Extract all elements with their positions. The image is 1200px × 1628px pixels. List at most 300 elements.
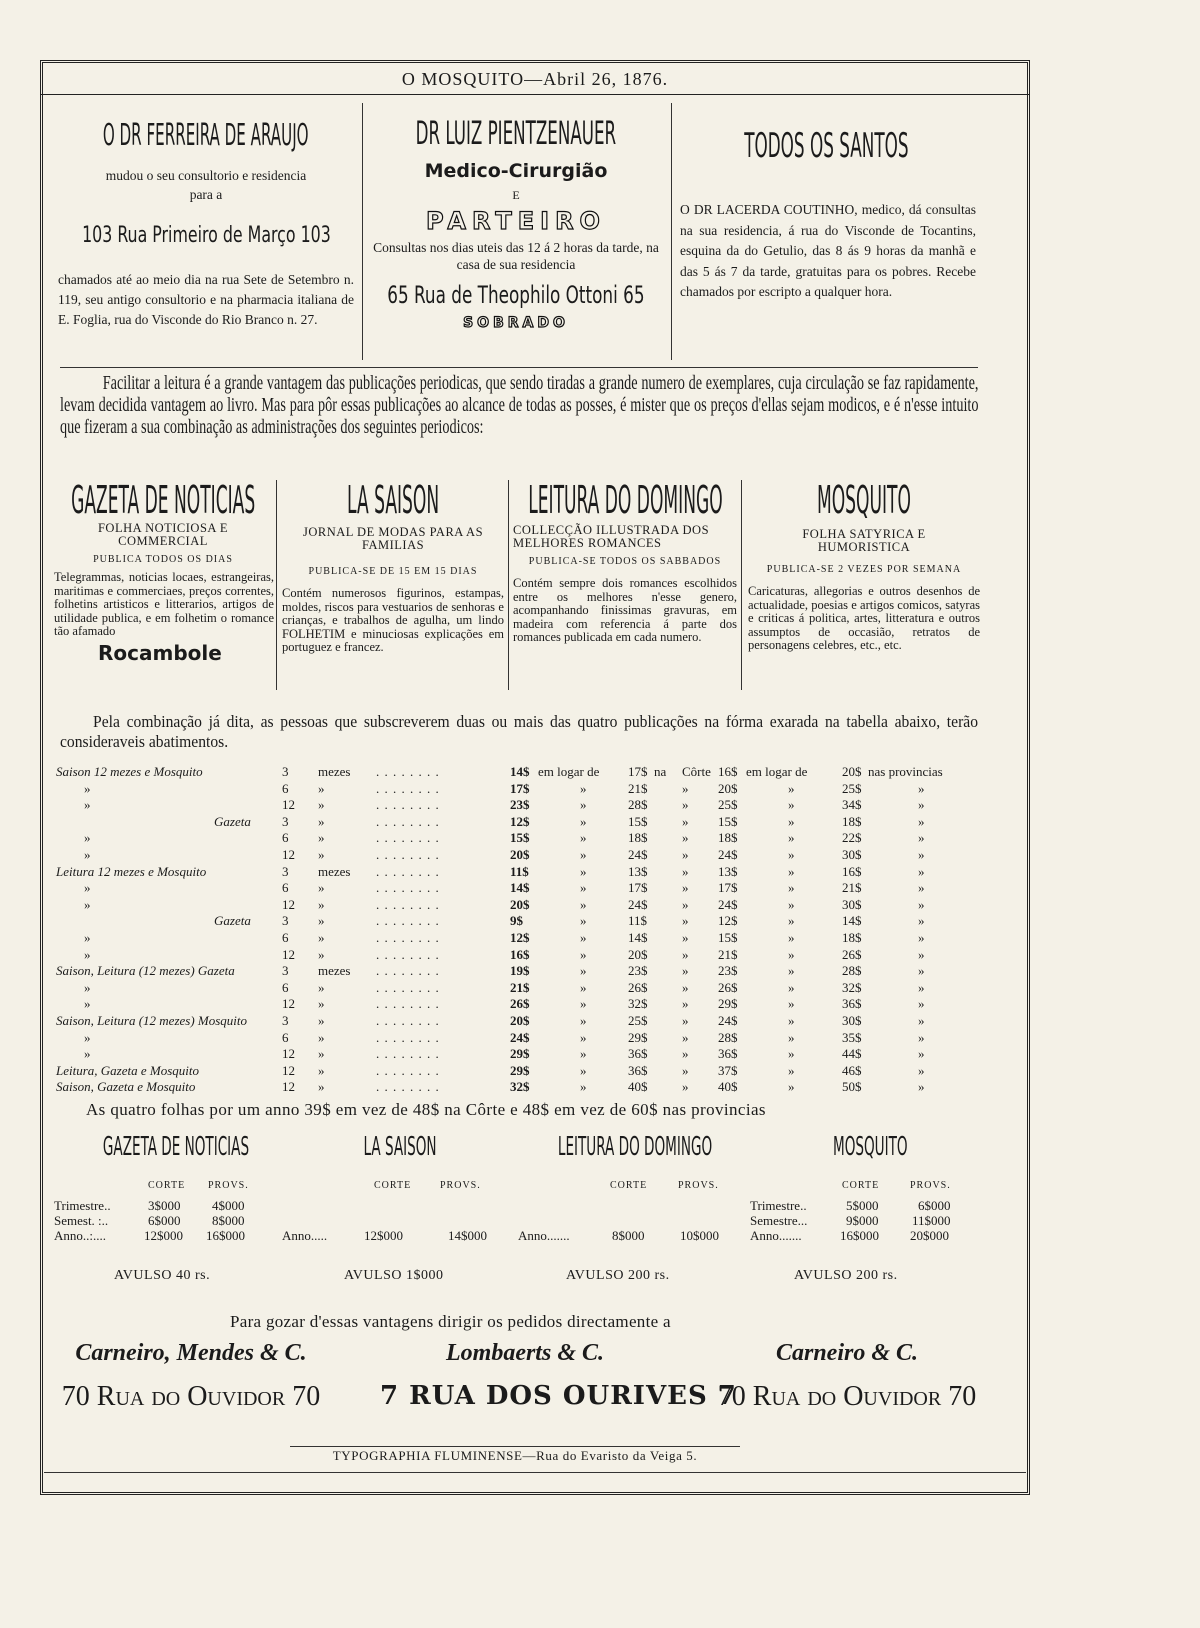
bottom-rule	[44, 1472, 1026, 1473]
row-ditto-2: »	[682, 1062, 689, 1078]
row-ditto-3: »	[788, 963, 795, 979]
row-prov: 25$	[718, 797, 738, 813]
row-ditto-4: »	[918, 1012, 925, 1028]
row-term: 12	[282, 946, 295, 962]
ad-pientzenauer-parteiro: PARTEIRO	[426, 207, 606, 235]
row-prov: 29$	[718, 996, 738, 1012]
periodical-saison-title: LA SAISON	[346, 478, 440, 522]
row-prov-alt: 50$	[842, 1079, 862, 1095]
row-ditto-1: »	[580, 846, 587, 862]
row-ditto-2: »	[682, 780, 689, 796]
row-prov: 24$	[718, 1012, 738, 1028]
row-term: 12	[282, 797, 295, 813]
row-ditto-2: »	[682, 797, 689, 813]
intro-paragraph	[60, 372, 978, 462]
sub-leitura-corte-label: CORTE	[610, 1180, 648, 1191]
row-term: 3	[282, 913, 289, 929]
sub-leitura-title: LEITURA DO DOMINGO	[557, 1132, 713, 1162]
row-corte: 13$	[628, 863, 648, 879]
row-term: 6	[282, 880, 289, 896]
row-unit: »	[318, 1029, 325, 1045]
row-ditto-2: »	[682, 979, 689, 995]
row-unit: »	[318, 780, 325, 796]
sub-corte: 16$000	[840, 1228, 879, 1243]
ad-divider-2	[671, 103, 672, 360]
row-corte: 29$	[628, 1029, 648, 1045]
row-prov: 26$	[718, 979, 738, 995]
ad-pientzenauer-body: Consultas nos dias uteis das 12 á 2 horas da tarde, na casa de sua residencia	[373, 240, 659, 272]
row-leader-dots: . . . . . . . .	[376, 880, 440, 896]
row-na: na	[654, 764, 667, 779]
row-term: 6	[282, 1029, 289, 1045]
table-row	[56, 963, 986, 980]
agent-1-address: 70 Rua do Ouvidor 70	[61, 1381, 321, 1412]
ad-ferreira-title: O DR FERREIRA DE ARAUJO	[103, 118, 309, 153]
row-ditto-1: »	[580, 946, 587, 962]
row-label: Saison 12 mezes e Mosquito	[56, 764, 203, 779]
sub-leitura-row	[518, 1228, 758, 1243]
row-leader-dots: . . . . . . . .	[376, 996, 440, 1012]
row-prov: 16$	[718, 764, 738, 779]
row-unit: »	[318, 929, 325, 945]
row-leader-dots: . . . . . . . .	[376, 963, 440, 979]
row-leader-dots: . . . . . . . .	[376, 913, 440, 929]
row-corte: 15$	[628, 813, 648, 829]
intro-text: Facilitar a leitura é a grande vantagem das publicações periodicas, que sendo tiradas a grande numero de exemplares, cuja circulação se faz rapidamente, levam decidida vantagem ao livro. Mas para pôr essas publicações ao alcance de todas as posses, é mister que os preços d'ellas sejam modicos, e é n'esse intuito que fizeram a sua combinação as administrações dos seguintes periodicos:	[60, 372, 978, 438]
ad-ferreira	[58, 118, 354, 330]
row-prov: 15$	[718, 813, 738, 829]
sub-mosquito-rows	[750, 1198, 980, 1243]
row-unit: »	[318, 1046, 325, 1062]
periodical-saison-freq: PUBLICA-SE DE 15 EM 15 DIAS	[308, 566, 478, 577]
sub-provs: 20$000	[910, 1228, 949, 1243]
row-unit: mezes	[318, 963, 351, 979]
row-price: 15$	[510, 830, 530, 846]
ad-pientzenauer-address: 65 Rua de Theophilo Ottoni 65	[387, 281, 645, 309]
periodical-mosquito-freq: PUBLICA-SE 2 VEZES POR SEMANA	[766, 564, 962, 575]
row-unit: »	[318, 813, 325, 829]
row-label: Gazeta	[214, 913, 251, 929]
row-corte: 36$	[628, 1062, 648, 1078]
row-term: 12	[282, 896, 295, 912]
row-prov-alt: 18$	[842, 813, 862, 829]
row-price: 29$	[510, 1062, 530, 1078]
sub-leitura-provs-label: PROVS.	[678, 1180, 719, 1191]
row-ditto-2: »	[682, 929, 689, 945]
row-ditto-2: »	[682, 913, 689, 929]
row-prov: 24$	[718, 846, 738, 862]
row-ditto-3: »	[788, 929, 795, 945]
rule-after-ads	[60, 367, 978, 368]
row-price: 32$	[510, 1079, 530, 1095]
row-label: Leitura 12 mezes e Mosquito	[56, 863, 207, 879]
ad-divider-1	[362, 103, 363, 360]
row-leader-dots: . . . . . . . .	[376, 979, 440, 995]
agent-3	[712, 1340, 982, 1413]
row-prov: 13$	[718, 863, 738, 879]
row-corte: 18$	[628, 830, 648, 846]
row-ditto-4: »	[918, 963, 925, 979]
row-corte: 20$	[628, 946, 648, 962]
row-ditto-4: »	[918, 996, 925, 1012]
periodical-leitura-title: LEITURA DO DOMINGO	[527, 478, 723, 522]
row-ditto-1: »	[580, 813, 587, 829]
sub-label: Anno..:....	[54, 1228, 106, 1243]
row-ditto-2: »	[682, 830, 689, 846]
row-ditto-1: »	[580, 896, 587, 912]
table-row	[56, 1063, 986, 1080]
sub-provs: 10$000	[680, 1228, 719, 1243]
row-price: 12$	[510, 929, 530, 945]
row-prov: 18$	[718, 830, 738, 846]
agent-2-name: Lombaerts & C.	[445, 1340, 604, 1366]
periodical-mosquito	[748, 478, 980, 653]
table-row	[56, 797, 986, 814]
row-label-ditto: »	[84, 1029, 91, 1045]
row-ditto-1: »	[580, 979, 587, 995]
row-label-ditto: »	[84, 797, 91, 813]
row-prov-alt: 30$	[842, 846, 862, 862]
agent-1-name: Carneiro, Mendes & C.	[75, 1340, 307, 1366]
row-prov-alt: 35$	[842, 1029, 862, 1045]
row-ditto-2: »	[682, 996, 689, 1012]
row-price: 11$	[510, 863, 529, 879]
ad-todos-santos	[676, 126, 976, 303]
ad-pientzenauer-title: DR LUIZ PIENTZENAUER	[415, 114, 617, 152]
row-unit: »	[318, 913, 325, 929]
row-prov: 12$	[718, 913, 738, 929]
table-row	[56, 1030, 986, 1047]
row-ditto-4: »	[918, 1029, 925, 1045]
table-row	[56, 980, 986, 997]
ad-ferreira-address: 103 Rua Primeiro de Março 103	[81, 223, 331, 248]
row-ditto-3: »	[788, 979, 795, 995]
row-leader-dots: . . . . . . . .	[376, 813, 440, 829]
row-corte: 28$	[628, 797, 648, 813]
footer: TYPOGRAPHIA FLUMINENSE—Rua do Evaristo da Veiga 5.	[332, 1448, 698, 1463]
row-prov: 36$	[718, 1046, 738, 1062]
ad-pientzenauer	[366, 114, 666, 331]
sub-corte: 6$000	[148, 1213, 181, 1228]
row-corte: 40$	[628, 1079, 648, 1095]
row-unit: mezes	[318, 863, 351, 879]
row-prov-alt: 25$	[842, 780, 862, 796]
row-ditto-3: »	[788, 1079, 795, 1095]
row-corte: 24$	[628, 846, 648, 862]
row-label-ditto: »	[84, 929, 91, 945]
row-ditto-4: »	[918, 797, 925, 813]
sub-label: Anno.......	[750, 1228, 802, 1243]
sub-provs: 11$000	[912, 1213, 951, 1228]
agent-3-address: 70 Rua do Ouvidor 70	[717, 1381, 977, 1412]
row-ditto-1: »	[580, 929, 587, 945]
row-price: 14$	[510, 880, 530, 896]
row-price: 20$	[510, 896, 530, 912]
masthead: O MOSQUITO—Abril 26, 1876.	[40, 64, 1030, 95]
row-ditto-1: »	[580, 1046, 587, 1062]
row-ditto-2: »	[682, 880, 689, 896]
row-prov-alt: 26$	[842, 946, 862, 962]
row-term: 6	[282, 780, 289, 796]
row-ditto-1: »	[580, 1062, 587, 1078]
ad-ferreira-body: chamados até ao meio dia na rua Sete de Setembro n. 119, seu antigo consultorio e na pharmacia italiana de E. Foglia, rua do Visconde do Rio Branco n. 27.	[58, 272, 354, 327]
periodical-saison-subtitle: JORNAL DE MODAS PARA AS FAMILIAS	[302, 525, 484, 552]
row-ditto-4: »	[918, 880, 925, 896]
row-term: 6	[282, 929, 289, 945]
row-ditto-3: »	[788, 880, 795, 896]
row-ditto-4: »	[918, 830, 925, 846]
row-ditto-2: »	[682, 846, 689, 862]
row-corte: 17$	[628, 764, 648, 779]
row-label-ditto: »	[84, 896, 91, 912]
row-label: Saison, Leitura (12 mezes) Gazeta	[56, 963, 235, 979]
row-leader-dots: . . . . . . . .	[376, 929, 440, 945]
ad-pientzenauer-sobrado: SOBRADO	[463, 315, 569, 331]
table-row	[56, 764, 986, 781]
row-leader-dots: . . . . . . . .	[376, 1079, 440, 1095]
table-row	[56, 880, 986, 897]
row-price: 14$	[510, 764, 530, 779]
sub-mosquito-corte-label: CORTE	[842, 1180, 880, 1191]
row-prov-alt: 22$	[842, 830, 862, 846]
row-term: 12	[282, 846, 295, 862]
row-label: Gazeta	[214, 813, 251, 829]
row-prov-alt: 34$	[842, 797, 862, 813]
row-prov-alt: 28$	[842, 963, 862, 979]
table-row	[56, 996, 986, 1013]
row-term: 3	[282, 863, 289, 879]
row-unit: »	[318, 830, 325, 846]
combination-paragraph	[60, 712, 978, 754]
row-ditto-4: »	[918, 1046, 925, 1062]
table-row	[56, 1013, 986, 1030]
row-leader-dots: . . . . . . . .	[376, 863, 440, 879]
periodical-leitura-body: Contém sempre dois romances escolhidos entre os melhores n'esse genero, acompanhando finissimas gravuras, em madeira com referencia á parte dos romances publicada em cada numero.	[513, 576, 737, 644]
row-ditto-1: »	[580, 963, 587, 979]
row-ditto-4: »	[918, 1062, 925, 1078]
agent-2-address: 7 RUA DOS OURIVES 7	[380, 1381, 737, 1411]
sub-corte: 9$000	[846, 1213, 879, 1228]
row-price: 12$	[510, 813, 530, 829]
row-leader-dots: . . . . . . . .	[376, 1046, 440, 1062]
row-ditto-2: »	[682, 1029, 689, 1045]
row-term: 6	[282, 979, 289, 995]
sub-saison-title: LA SAISON	[363, 1132, 437, 1162]
row-prov: 40$	[718, 1079, 738, 1095]
row-ditto-3: »	[788, 797, 795, 813]
row-term: 3	[282, 764, 289, 779]
subscriptions	[50, 1120, 990, 1290]
ad-santos-title: TODOS OS SANTOS	[743, 126, 909, 166]
row-leader-dots: . . . . . . . .	[376, 780, 440, 796]
row-price: 17$	[510, 780, 530, 796]
row-ditto-3: »	[788, 946, 795, 962]
periodical-mosquito-subtitle: FOLHA SATYRICA E HUMORISTICA	[802, 527, 926, 554]
row-price: 21$	[510, 979, 530, 995]
row-term: 12	[282, 1079, 295, 1095]
row-ditto-4: »	[918, 780, 925, 796]
sub-saison-avulso: AVULSO 1$000	[344, 1268, 444, 1283]
table-row	[56, 930, 986, 947]
row-term: 3	[282, 963, 289, 979]
periodical-gazeta-extra: Rocambole	[98, 640, 222, 665]
row-label-ditto: »	[84, 880, 91, 896]
periodical-saison-body: Contém numerosos figurinos, estampas, moldes, riscos para vestuarios de senhoras e crianças, e trabalhos de agulha, um lindo FOLHETIM e minuciosas explicações em portuguez e francez.	[282, 586, 504, 654]
agent-2	[380, 1340, 737, 1411]
periodical-leitura-subtitle: COLLECÇÃO ILLUSTRADA DOS MELHORES ROMANCES	[513, 523, 710, 550]
sub-saison-row	[282, 1228, 512, 1243]
sub-corte: 5$000	[846, 1198, 879, 1213]
row-ditto-4: »	[918, 979, 925, 995]
sub-mosquito-title: MOSQUITO	[832, 1132, 908, 1162]
row-ditto-1: »	[580, 1079, 587, 1095]
row-corte: 14$	[628, 929, 648, 945]
row-ditto-2: »	[682, 1012, 689, 1028]
row-prov: 37$	[718, 1062, 738, 1078]
row-unit: »	[318, 1012, 325, 1028]
row-corte: 21$	[628, 780, 648, 796]
row-label-ditto: »	[84, 979, 91, 995]
row-label: Leitura, Gazeta e Mosquito	[56, 1062, 199, 1078]
sub-mosquito-provs-label: PROVS.	[910, 1180, 951, 1191]
row-unit: »	[318, 946, 325, 962]
sub-provs: 6$000	[918, 1198, 951, 1213]
periodical-mosquito-title: MOSQUITO	[817, 478, 911, 522]
row-prov-alt: 44$	[842, 1046, 862, 1062]
row-unit: mezes	[318, 764, 351, 779]
row-ditto-3: »	[788, 1062, 795, 1078]
directions: Para gozar d'essas vantagens dirigir os pedidos directamente a	[230, 1312, 671, 1331]
row-ditto-2: »	[682, 1046, 689, 1062]
sub-gazeta-row	[54, 1198, 274, 1213]
row-term: 6	[282, 830, 289, 846]
row-prov: 28$	[718, 1029, 738, 1045]
sub-saison-corte-label: CORTE	[374, 1180, 412, 1191]
sub-corte: 12$000	[364, 1228, 403, 1243]
row-price: 19$	[510, 963, 530, 979]
row-unit: »	[318, 1079, 325, 1095]
sub-gazeta-provs-label: PROVS.	[208, 1180, 249, 1191]
row-ditto-1: »	[580, 863, 587, 879]
row-prov: 20$	[718, 780, 738, 796]
row-label-ditto: »	[84, 846, 91, 862]
row-leader-dots: . . . . . . . .	[376, 1062, 440, 1078]
row-prov-alt: 18$	[842, 929, 862, 945]
row-em-logar-2: em logar de	[746, 764, 808, 779]
row-ditto-3: »	[788, 813, 795, 829]
sub-label: Anno.......	[518, 1228, 570, 1243]
ad-pientzenauer-subtitle: Medico-Cirurgião	[424, 160, 608, 182]
sub-provs: 8$000	[212, 1213, 245, 1228]
row-prov-alt: 21$	[842, 880, 862, 896]
row-unit: »	[318, 797, 325, 813]
row-label: Saison, Leitura (12 mezes) Mosquito	[56, 1012, 248, 1028]
row-unit: »	[318, 979, 325, 995]
row-price: 16$	[510, 946, 530, 962]
sub-mosquito-avulso: AVULSO 200 rs.	[794, 1268, 898, 1283]
ad-ferreira-line2: para a	[189, 187, 223, 202]
sub-label: Trimestre..	[750, 1198, 807, 1213]
row-corte: 17$	[628, 880, 648, 896]
row-prov: 15$	[718, 929, 738, 945]
row-leader-dots: . . . . . . . .	[376, 830, 440, 846]
row-unit: »	[318, 996, 325, 1012]
row-prov-alt: 16$	[842, 863, 862, 879]
per-divider-3	[741, 480, 742, 690]
combination-text: Pela combinação já dita, as pessoas que subscreverem duas ou mais das quatro publicações na fórma exarada na tabella abaixo, terão consideraveis abatimentos.	[60, 712, 978, 751]
ad-pientzenauer-conj: E	[512, 188, 520, 202]
row-ditto-3: »	[788, 896, 795, 912]
periodical-gazeta-freq: PUBLICA TODOS OS DIAS	[93, 554, 233, 565]
row-ditto-4: »	[918, 1079, 925, 1095]
row-leader-dots: . . . . . . . .	[376, 946, 440, 962]
row-ditto-3: »	[788, 1046, 795, 1062]
row-ditto-1: »	[580, 780, 587, 796]
row-price: 23$	[510, 797, 530, 813]
row-ditto-1: »	[580, 880, 587, 896]
row-unit: »	[318, 846, 325, 862]
row-ditto-1: »	[580, 1012, 587, 1028]
row-term: 12	[282, 996, 295, 1012]
row-ditto-4: »	[918, 896, 925, 912]
row-corte: 11$	[628, 913, 648, 929]
row-label-ditto: »	[84, 946, 91, 962]
table-row	[56, 781, 986, 798]
row-label: Saison, Gazeta e Mosquito	[56, 1079, 196, 1095]
row-price: 20$	[510, 846, 530, 862]
row-ditto-4: »	[918, 863, 925, 879]
row-em-logar: em logar de	[538, 764, 600, 779]
ad-santos-body: O DR LACERDA COUTINHO, medico, dá consultas na sua residencia, á rua do Visconde de Tocantins, esquina da do Getulio, das 8 ás 9 horas da manhã e das 5 ás 7 da tarde, gratuitas para os pobres. Recebe chamados por escripto a qualquer hora.	[680, 202, 976, 299]
ad-ferreira-line1: mudou o seu consultorio e residencia	[105, 168, 307, 183]
sub-label: Semestre...	[750, 1213, 808, 1228]
row-term: 3	[282, 1012, 289, 1028]
row-prov-alt: 30$	[842, 896, 862, 912]
row-price: 26$	[510, 996, 530, 1012]
table-row	[56, 830, 986, 847]
row-prov-alt: 14$	[842, 913, 862, 929]
row-term: 3	[282, 813, 289, 829]
periodical-gazeta	[52, 478, 274, 665]
row-leader-dots: . . . . . . . .	[376, 1029, 440, 1045]
row-price: 29$	[510, 1046, 530, 1062]
table-row	[56, 1079, 986, 1096]
row-prov: 23$	[718, 963, 738, 979]
agent-3-name: Carneiro & C.	[775, 1340, 919, 1366]
row-ditto-1: »	[580, 830, 587, 846]
row-ditto-2: »	[682, 946, 689, 962]
table-row	[56, 814, 986, 831]
row-label-ditto: »	[84, 830, 91, 846]
periodical-leitura	[513, 478, 737, 645]
sub-mosquito-row	[750, 1228, 980, 1243]
row-leader-dots: . . . . . . . .	[376, 846, 440, 862]
sub-gazeta-row	[54, 1228, 274, 1243]
row-prov: 21$	[718, 946, 738, 962]
sub-saison-provs-label: PROVS.	[440, 1180, 481, 1191]
sub-corte: 12$000	[144, 1228, 183, 1243]
row-prov: 24$	[718, 896, 738, 912]
sub-provs: 16$000	[206, 1228, 245, 1243]
periodical-mosquito-body: Caricaturas, allegorias e outros desenhos de actualidade, poesias e artigos comicos, satyras e criticas á politica, artes, litteratura e outros assumptos de occasião, retratos de personagens celebres, etc., etc.	[748, 584, 980, 652]
row-ditto-3: »	[788, 1029, 795, 1045]
row-leader-dots: . . . . . . . .	[376, 1012, 440, 1028]
row-leader-dots: . . . . . . . .	[376, 797, 440, 813]
periodical-leitura-freq: PUBLICA-SE TODOS OS SABBADOS	[528, 556, 722, 567]
row-ditto-2: »	[682, 896, 689, 912]
table-row	[56, 947, 986, 964]
row-ditto-3: »	[788, 996, 795, 1012]
